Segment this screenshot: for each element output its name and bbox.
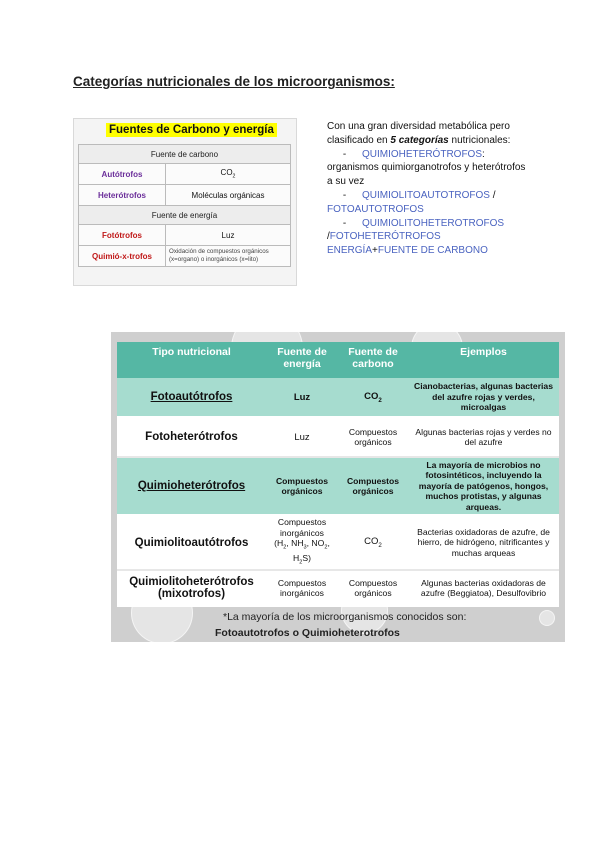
quimiotrofos-value: Oxidación de compuestos orgánicos (x=organo) o inorgánicos (x=lito) (166, 246, 291, 267)
nutritional-types-table (117, 342, 559, 607)
energia-cell: Luz (266, 378, 338, 418)
ejemplos-cell: La mayoría de microbios no fotosintéticos, incluyendo la mayoría de patógenos, hongos, muchos protistas, y algunas arqueas. (408, 458, 559, 516)
heterotrofos-label: Heterótrofos (79, 185, 166, 206)
carbono-cell: Compuestos orgánicos (338, 458, 408, 516)
ejemplos-cell: Cianobacterias, algunas bacterias del azufre rojas y verdes, microalgas (408, 378, 559, 418)
energia-cell: Luz (266, 418, 338, 458)
ejemplos-cell: Algunas bacterias oxidadoras de azufre (Beggiatoa), Desulfovibrio (408, 571, 559, 607)
quimiotrofos-label: Quimió-x-trofos (79, 246, 166, 267)
energia-cell: Compuestos inorgánicos ($H_2$, $NH_3$, $NO_2$, $H_2S$) (266, 516, 338, 571)
energia-cell: Compuestos inorgánicos (266, 571, 338, 607)
page-heading: Categorías nutricionales de los microorganismos: (73, 74, 395, 89)
table-header-row (117, 342, 559, 378)
heterotrofos-value: Moléculas orgánicas (166, 185, 291, 206)
table-row (117, 516, 559, 571)
energia-cell: Compuestos orgánicos (266, 458, 338, 516)
header-tipo: Tipo nutricional (117, 342, 266, 378)
table-row (117, 418, 559, 458)
carbono-cell: $CO_2$ (338, 516, 408, 571)
table-row (117, 458, 559, 516)
carbono-cell: Compuestos orgánicos (338, 571, 408, 607)
header-energia: Fuente de energía (266, 342, 338, 378)
decorative-bubble (539, 610, 555, 626)
fototrofos-label: Fotótrofos (79, 225, 166, 246)
tipo-cell: Quimiolitoheterótrofos (mixotrofos) (117, 571, 266, 607)
fototrofos-value: Luz (166, 225, 291, 246)
carbono-cell: $CO_2$ (338, 378, 408, 418)
autotrofos-label: Autótrofos (79, 164, 166, 185)
ejemplos-cell: Bacterias oxidadoras de azufre, de hierro, de hidrógeno, nitrificantes y muchas arqueas (408, 516, 559, 571)
tipo-cell: Quimioheterótrofos (117, 458, 266, 516)
carbon-energy-table (78, 144, 291, 267)
ejemplos-cell: Algunas bacterias rojas y verdes no del azufre (408, 418, 559, 458)
tipo-cell: Fotoautótrofos (117, 378, 266, 418)
carbon-energy-figure (73, 118, 297, 286)
header-carbono: Fuente de carbono (338, 342, 408, 378)
figure-title: Fuentes de Carbono y energía (106, 123, 277, 137)
energy-section-header: Fuente de energía (79, 206, 291, 225)
carbono-cell: Compuestos orgánicos (338, 418, 408, 458)
footnote-line-2: Fotoautotrofos o Quimioheterotrofos (215, 627, 400, 639)
header-ejemplos: Ejemplos (408, 342, 559, 378)
carbon-section-header: Fuente de carbono (79, 145, 291, 164)
autotrofos-value: $CO_2$ (166, 164, 291, 185)
table-row (117, 378, 559, 418)
categories-text (327, 120, 532, 258)
tipo-cell: Quimiolitoautótrofos (117, 516, 266, 571)
footnote-line-1: *La mayoría de los microorganismos conocidos son: (223, 611, 467, 623)
nutritional-types-figure (111, 332, 565, 642)
tipo-cell: Fotoheterótrofos (117, 418, 266, 458)
category-item-3: - QUIMIOLITOHETEROTROFOS /FOTOHETERÓTROFOS ENERGÍA+FUENTE DE CARBONO (327, 217, 505, 257)
intro-paragraph: Con una gran diversidad metabólica pero clasificado en 5 categorías nutricionales: (327, 121, 511, 146)
category-item-2: - QUIMIOLITOAUTOTROFOS / FOTOAUTOTROFOS (327, 189, 496, 215)
category-item-1: - QUIMIOHETERÓTROFOS: organismos quimiorganotrofos y heterótrofos a su vez (327, 148, 526, 188)
table-row (117, 571, 559, 607)
